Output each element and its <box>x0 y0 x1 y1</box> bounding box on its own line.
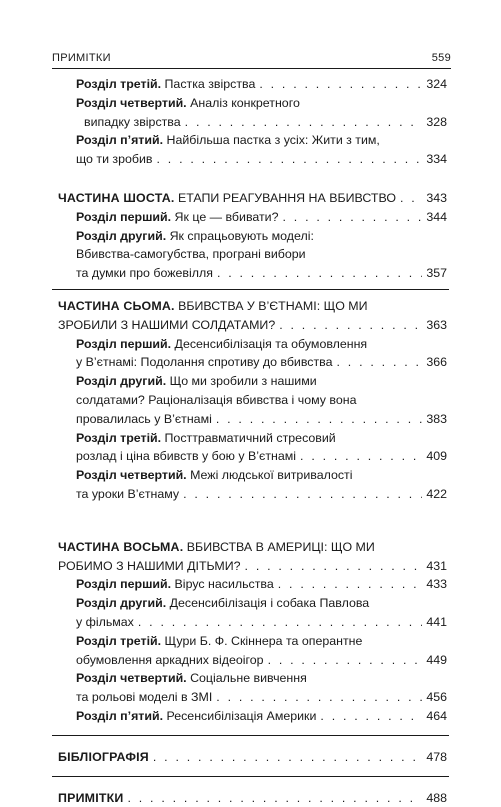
toc-entry-label: Розділ четвертий. <box>76 671 187 685</box>
toc-entry-page: 328 <box>426 113 447 132</box>
dot-leader <box>337 353 423 372</box>
toc-entry-page: 383 <box>426 410 447 429</box>
toc-entry-label: ЧАСТИНА ВОСЬМА. <box>58 540 183 554</box>
toc-entry-page: 422 <box>426 485 447 504</box>
toc-entry-page: 441 <box>426 613 447 632</box>
toc-entry-label: Розділ перший. <box>76 337 171 351</box>
dot-leader <box>216 410 422 429</box>
toc-entry-chapter[interactable] <box>76 75 447 94</box>
toc-entry-title: Десенсибілізація та обумовлення <box>175 337 368 351</box>
toc-entry-page: 324 <box>426 75 447 94</box>
dot-leader <box>320 707 422 726</box>
toc-entry-title-cont: солдатами? Раціоналізація вбивства і чому вона <box>76 391 447 410</box>
dot-leader <box>245 557 423 576</box>
toc-entry-title: Межі людської витривалості <box>190 468 352 482</box>
dot-leader <box>138 613 422 632</box>
toc-entry-label: БІБЛІОГРАФІЯ <box>58 750 149 764</box>
toc-entry-part[interactable] <box>58 538 447 576</box>
toc-entry-title-cont: розлад і ціна вбивств у бою у В’єтнамі <box>76 447 296 466</box>
running-header-title: ПРИМІТКИ <box>52 52 111 64</box>
toc-entry-title: Найбільша пастка з усіх: Жити з тим, <box>167 133 380 147</box>
toc-entry-chapter[interactable] <box>76 669 447 707</box>
toc-entry-chapter[interactable] <box>76 632 447 670</box>
toc-entry-title-cont: у В’єтнамі: Подолання спротиву до вбивства <box>76 353 333 372</box>
toc-entry-label: Розділ п’ятий. <box>76 709 163 723</box>
toc-entry-page: 363 <box>426 316 447 335</box>
toc-entry-chapter[interactable] <box>76 335 447 373</box>
toc-entry-chapter[interactable] <box>76 208 447 227</box>
toc-entry-title-cont: ЗРОБИЛИ З НАШИМИ СОЛДАТАМИ? <box>58 316 275 335</box>
toc-entry-bibliography[interactable] <box>58 748 447 767</box>
toc-entry-part[interactable] <box>58 189 447 208</box>
toc-entry-title: Щури Б. Ф. Скіннера та оперантне <box>165 634 363 648</box>
toc-entry-title-cont: та думки про божевілля <box>76 264 213 283</box>
dot-leader <box>127 789 422 807</box>
toc-entry-page: 478 <box>426 748 447 767</box>
toc-entry-title: ВБИВСТВА У В’ЄТНАМІ: ЩО МИ <box>178 299 367 313</box>
toc-entry-title-cont: у фільмах <box>76 613 134 632</box>
toc-entry-title: ЕТАПИ РЕАГУВАННЯ НА ВБИВСТВО <box>178 191 396 205</box>
toc-entry-page: 449 <box>426 651 447 670</box>
toc-entry-label: Розділ другий. <box>76 374 166 388</box>
dot-leader <box>217 264 422 283</box>
toc-entry-label: Розділ перший. <box>76 577 171 591</box>
section-divider <box>52 776 449 777</box>
dot-leader <box>185 113 423 132</box>
toc-entry-page: 456 <box>426 688 447 707</box>
toc-entry-title-cont: та рольові моделі в ЗМІ <box>76 688 212 707</box>
dot-leader <box>157 150 423 169</box>
section-divider <box>52 735 449 736</box>
section-divider <box>52 289 449 290</box>
toc-entry-title: Ресенсибілізація Америки <box>167 709 317 723</box>
toc-entry-title-cont: та уроки В’єтнаму <box>76 485 179 504</box>
toc-entry-page: 433 <box>426 575 447 594</box>
toc-entry-chapter[interactable] <box>76 707 447 726</box>
dot-leader <box>183 485 422 504</box>
toc-entry-chapter[interactable] <box>76 227 447 283</box>
header-rule <box>52 68 451 69</box>
toc-entry-page: 344 <box>426 208 447 227</box>
toc-entry-title-cont: РОБИМО З НАШИМИ ДІТЬМИ? <box>58 557 241 576</box>
toc-entry-title-cont: провалилась у В’єтнамі <box>76 410 212 429</box>
toc-entry-label: Розділ четвертий. <box>76 96 187 110</box>
toc-entry-chapter[interactable] <box>76 131 447 169</box>
dot-leader <box>283 208 423 227</box>
toc-entry-title-cont: випадку звірства <box>84 113 181 132</box>
toc-entry-chapter[interactable] <box>76 429 447 467</box>
toc-entry-chapter[interactable] <box>76 94 447 132</box>
toc-entry-label: Розділ перший. <box>76 210 171 224</box>
toc-entry-title: Соціальне вивчення <box>190 671 307 685</box>
dot-leader <box>278 575 423 594</box>
toc-entry-page: 357 <box>426 264 447 283</box>
toc-entry-notes[interactable] <box>58 789 447 807</box>
toc-entry-title-cont: що ти зробив <box>76 150 153 169</box>
toc-entry-label: Розділ другий. <box>76 596 166 610</box>
toc-entry-title: Пастка звірства <box>165 77 256 91</box>
dot-leader <box>153 748 422 767</box>
table-of-contents <box>0 75 501 807</box>
toc-entry-chapter[interactable] <box>76 372 447 428</box>
dot-leader <box>268 651 423 670</box>
dot-leader <box>400 189 422 208</box>
toc-entry-page: 409 <box>426 447 447 466</box>
page-number: 559 <box>432 52 451 64</box>
running-header <box>52 48 451 68</box>
toc-entry-chapter[interactable] <box>76 466 447 504</box>
dot-leader <box>279 316 422 335</box>
toc-entry-page: 488 <box>426 789 447 807</box>
toc-entry-label: Розділ третій. <box>76 431 161 445</box>
toc-entry-title-cont: обумовлення аркадних відеоігор <box>76 651 264 670</box>
toc-entry-title: Аналіз конкретного <box>190 96 300 110</box>
toc-entry-label: Розділ другий. <box>76 229 166 243</box>
toc-entry-title: Як це — вбивати? <box>175 210 279 224</box>
toc-entry-chapter[interactable] <box>76 594 447 632</box>
toc-entry-title-cont: Вбивства-самогубства, програні вибори <box>76 245 447 264</box>
toc-entry-title: Як спрацьовують моделі: <box>170 229 314 243</box>
toc-entry-title: Вірус насильства <box>175 577 274 591</box>
toc-entry-label: Розділ четвертий. <box>76 468 187 482</box>
toc-entry-label: ПРИМІТКИ <box>58 791 123 805</box>
toc-entry-title: Що ми зробили з нашими <box>170 374 317 388</box>
toc-entry-label: ЧАСТИНА СЬОМА. <box>58 299 175 313</box>
toc-entry-page: 334 <box>426 150 447 169</box>
toc-entry-title: Десенсибілізація і собака Павлова <box>170 596 370 610</box>
toc-entry-label: Розділ третій. <box>76 634 161 648</box>
dot-leader <box>300 447 422 466</box>
toc-entry-page: 366 <box>426 353 447 372</box>
toc-entry-page: 343 <box>426 189 447 208</box>
toc-entry-label: Розділ третій. <box>76 77 161 91</box>
toc-entry-title: ВБИВСТВА В АМЕРИЦІ: ЩО МИ <box>187 540 375 554</box>
toc-entry-label: Розділ п’ятий. <box>76 133 163 147</box>
dot-leader <box>259 75 422 94</box>
toc-entry-part[interactable] <box>58 297 447 335</box>
toc-entry-label: ЧАСТИНА ШОСТА. <box>58 191 175 205</box>
dot-leader <box>216 688 422 707</box>
toc-entry-chapter[interactable] <box>76 575 447 594</box>
toc-entry-title: Посттравматичний стресовий <box>165 431 336 445</box>
toc-entry-page: 464 <box>426 707 447 726</box>
toc-entry-page: 431 <box>426 557 447 576</box>
